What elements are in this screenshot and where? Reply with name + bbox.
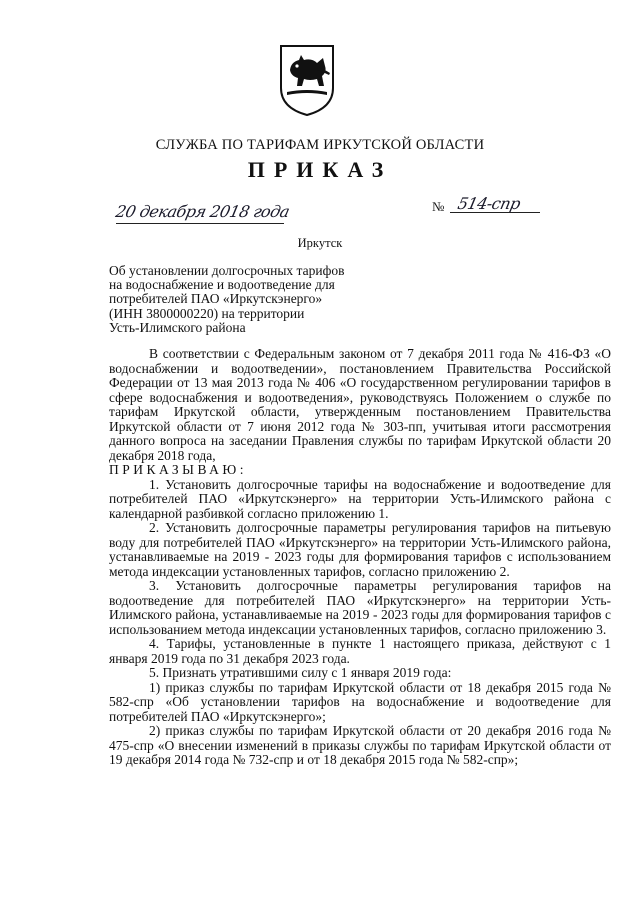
order-item-3: 3. Установить долгосрочные параметры регулирования тарифов на водоотведение для потребителей ПАО «Иркутскэнерго» на территории Усть-Илимского района, устанавливаемые на 2019 - 2023 годы для формирования тарифов с использованием метода индексации установленных тарифов, согласно приложению 3. bbox=[109, 578, 611, 637]
handwritten-number: 514-спр bbox=[455, 194, 522, 213]
subject-line: потребителей ПАО «Иркутскэнерго» bbox=[109, 291, 323, 307]
order-item-5-2: 2) приказ службы по тарифам Иркутской области от 20 декабря 2016 года № 475-спр «О внесении изменений в приказы службы по тарифам Иркутской области от 19 декабря 2014 года № 732-спр и от 18 декабря 2015 года № 582-спр»; bbox=[109, 723, 611, 767]
order-item-2: 2. Установить долгосрочные параметры регулирования тарифов на питьевую воду для потребителей ПАО «Иркутскэнерго» на территории Усть-Илимского района, устанавливаемые на 2019 - 2023 годы для формирования тарифов с использованием метода индексации установленных тарифов, согласно приложению 2. bbox=[109, 520, 611, 579]
order-word: ПРИКАЗЫВАЮ: bbox=[109, 462, 247, 477]
subject-line: на водоснабжение и водоотведение для bbox=[109, 277, 335, 293]
irkutsk-coat-of-arms-icon bbox=[277, 42, 337, 118]
intro-paragraph: В соответствии с Федеральным законом от 7 декабря 2011 года № 416-ФЗ «О водоснабжении и водоотведении», постановлением Правительства Российской Федерации от 13 мая 2013 года № 406 «О государственном регулировании тарифов в сфере водоснабжения и водоотведения», руководствуясь Положением о службе по тарифам Иркутской области, утвержденным постановлением Правительства Иркутской области от 7 июня 2012 года № 303-пп, учитывая итоги рассмотрения данного вопроса на заседании Правления службы по тарифам Иркутской области 20 декабря 2018 года, bbox=[109, 346, 611, 463]
order-item-5: 5. Признать утратившими силу с 1 января 2019 года: bbox=[149, 665, 452, 680]
city-name: Иркутск bbox=[297, 236, 343, 250]
order-item-4: 4. Тарифы, установленные в пункте 1 настоящего приказа, действуют с 1 января 2019 года по 31 декабря 2023 года. bbox=[109, 636, 611, 666]
subject-line: Усть-Илимского района bbox=[109, 319, 246, 335]
handwritten-date: 20 декабря 2018 года bbox=[113, 202, 292, 221]
subject-line: Об установлении долгосрочных тарифов bbox=[109, 263, 345, 278]
document-title: ПРИКАЗ bbox=[247, 157, 393, 182]
order-body bbox=[109, 347, 611, 768]
number-underline bbox=[450, 212, 540, 213]
subject-line: (ИНН 3800000220) на территории bbox=[109, 305, 305, 321]
organization-name: СЛУЖБА ПО ТАРИФАМ ИРКУТСКОЙ ОБЛАСТИ bbox=[155, 137, 485, 153]
number-label: № bbox=[432, 199, 445, 214]
date-underline bbox=[116, 223, 284, 224]
order-subject bbox=[109, 264, 352, 335]
order-item-5-1: 1) приказ службы по тарифам Иркутской области от 18 декабря 2015 года № 582-спр «Об установлении тарифов на водоснабжение и водоотведение для потребителей ПАО «Иркутскэнерго»; bbox=[109, 679, 611, 724]
order-item-1: 1. Установить долгосрочные тарифы на водоснабжение и водоотведение для потребителей ПАО «Иркутскэнерго» на территории Усть-Илимского района с календарной разбивкой согласно приложению 1. bbox=[109, 476, 611, 521]
